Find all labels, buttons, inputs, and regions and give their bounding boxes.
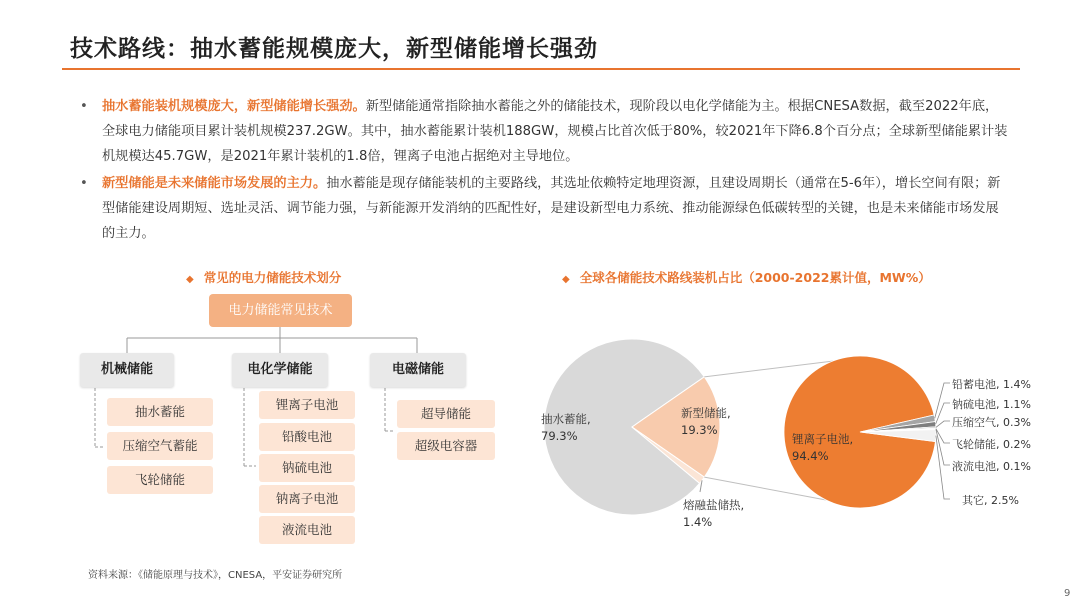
- tree-root-node: 电力储能常见技术: [209, 294, 352, 327]
- leaf-item: 锂离子电池: [259, 391, 355, 419]
- leaf-item: 钠硫电池: [259, 454, 355, 482]
- leaf-item: 超导储能: [397, 400, 495, 428]
- pie-slice-label: 压缩空气, 0.3%: [952, 416, 1031, 429]
- bullet-text: 抽水蓄能是现存储能装机的主要路线，其选址依赖特定地理资源，且建设周期长（通常在5-6年），增长空间有限；新型储能建设周期短、选址灵活、调节能力强，与新能源开发消纳的匹配性好，是建设新型电力系统、推动能源绿色低碳转型的关键，也是未来储能市场发展的主力。: [102, 176, 1001, 241]
- pie-slice-label: 熔融盐储热, 1.4%: [683, 498, 745, 529]
- pie-slice-label: 抽水蓄能, 79.3%: [541, 412, 591, 443]
- category-electromagnetic: 电磁储能: [370, 353, 466, 387]
- leader-line: [936, 436, 950, 499]
- leader-line: [935, 383, 950, 418]
- leaf-item: 钠离子电池: [259, 485, 355, 513]
- bullet-highlight: 新型储能是未来储能市场发展的主力。: [102, 176, 327, 191]
- leader-line: [936, 429, 950, 465]
- pie-slice-label: 新型储能, 19.3%: [681, 406, 731, 437]
- pie-slice-label: 锂离子电池, 94.4%: [792, 432, 854, 463]
- pie-subtitle: ◆ 全球各储能技术路线装机占比（2000-2022累计值，MW%）: [562, 270, 931, 285]
- pie-slice-label: 钠硫电池, 1.1%: [952, 398, 1031, 411]
- bullet-dot-icon: •: [80, 176, 88, 191]
- bullet-text: 新型储能通常指除抽水蓄能之外的储能技术，现阶段以电化学储能为主。根据CNESA数据，截至2022年底，全球电力储能项目累计装机规模237.2GW。其中，抽水蓄能累计装机188GW，规模占比首次低于80%，较2021年下降6.8个百分点；全球新型储能累计装机规模达45.7GW，是2021年累计装机的1.8倍，锂离子电池占据绝对主导地位。: [102, 99, 1008, 164]
- leaf-item: 压缩空气蓄能: [107, 432, 213, 460]
- pie-slice-label: 液流电池, 0.1%: [952, 460, 1031, 473]
- leaf-item: 抽水蓄能: [107, 398, 213, 426]
- leaf-item: 飞轮储能: [107, 466, 213, 494]
- bullet-dot-icon: •: [80, 99, 88, 114]
- leader-line: [936, 421, 950, 427]
- leaf-item: 铅酸电池: [259, 423, 355, 451]
- source-note: 资料来源：《储能原理与技术》，CNESA，平安证券研究所: [88, 570, 343, 581]
- leader-line: [936, 429, 950, 443]
- tree-subtitle: ◆ 常见的电力储能技术划分: [186, 270, 342, 285]
- leaf-item: 超级电容器: [397, 432, 495, 460]
- diamond-icon: ◆: [186, 274, 194, 285]
- page-number: 9: [1064, 588, 1071, 599]
- category-mechanical: 机械储能: [80, 353, 174, 387]
- page-title: 技术路线：抽水蓄能规模庞大，新型储能增长强劲: [70, 36, 598, 62]
- pie-slice-label: 其它, 2.5%: [962, 494, 1019, 507]
- leaf-item: 液流电池: [259, 516, 355, 544]
- diamond-icon: ◆: [562, 274, 570, 285]
- category-electrochemical: 电化学储能: [232, 353, 328, 387]
- pie-slice-label: 飞轮储能, 0.2%: [952, 438, 1031, 451]
- bullet-highlight: 抽水蓄能装机规模庞大，新型储能增长强劲。: [102, 99, 366, 114]
- pie-slice-label: 铅蓄电池, 1.4%: [952, 378, 1031, 391]
